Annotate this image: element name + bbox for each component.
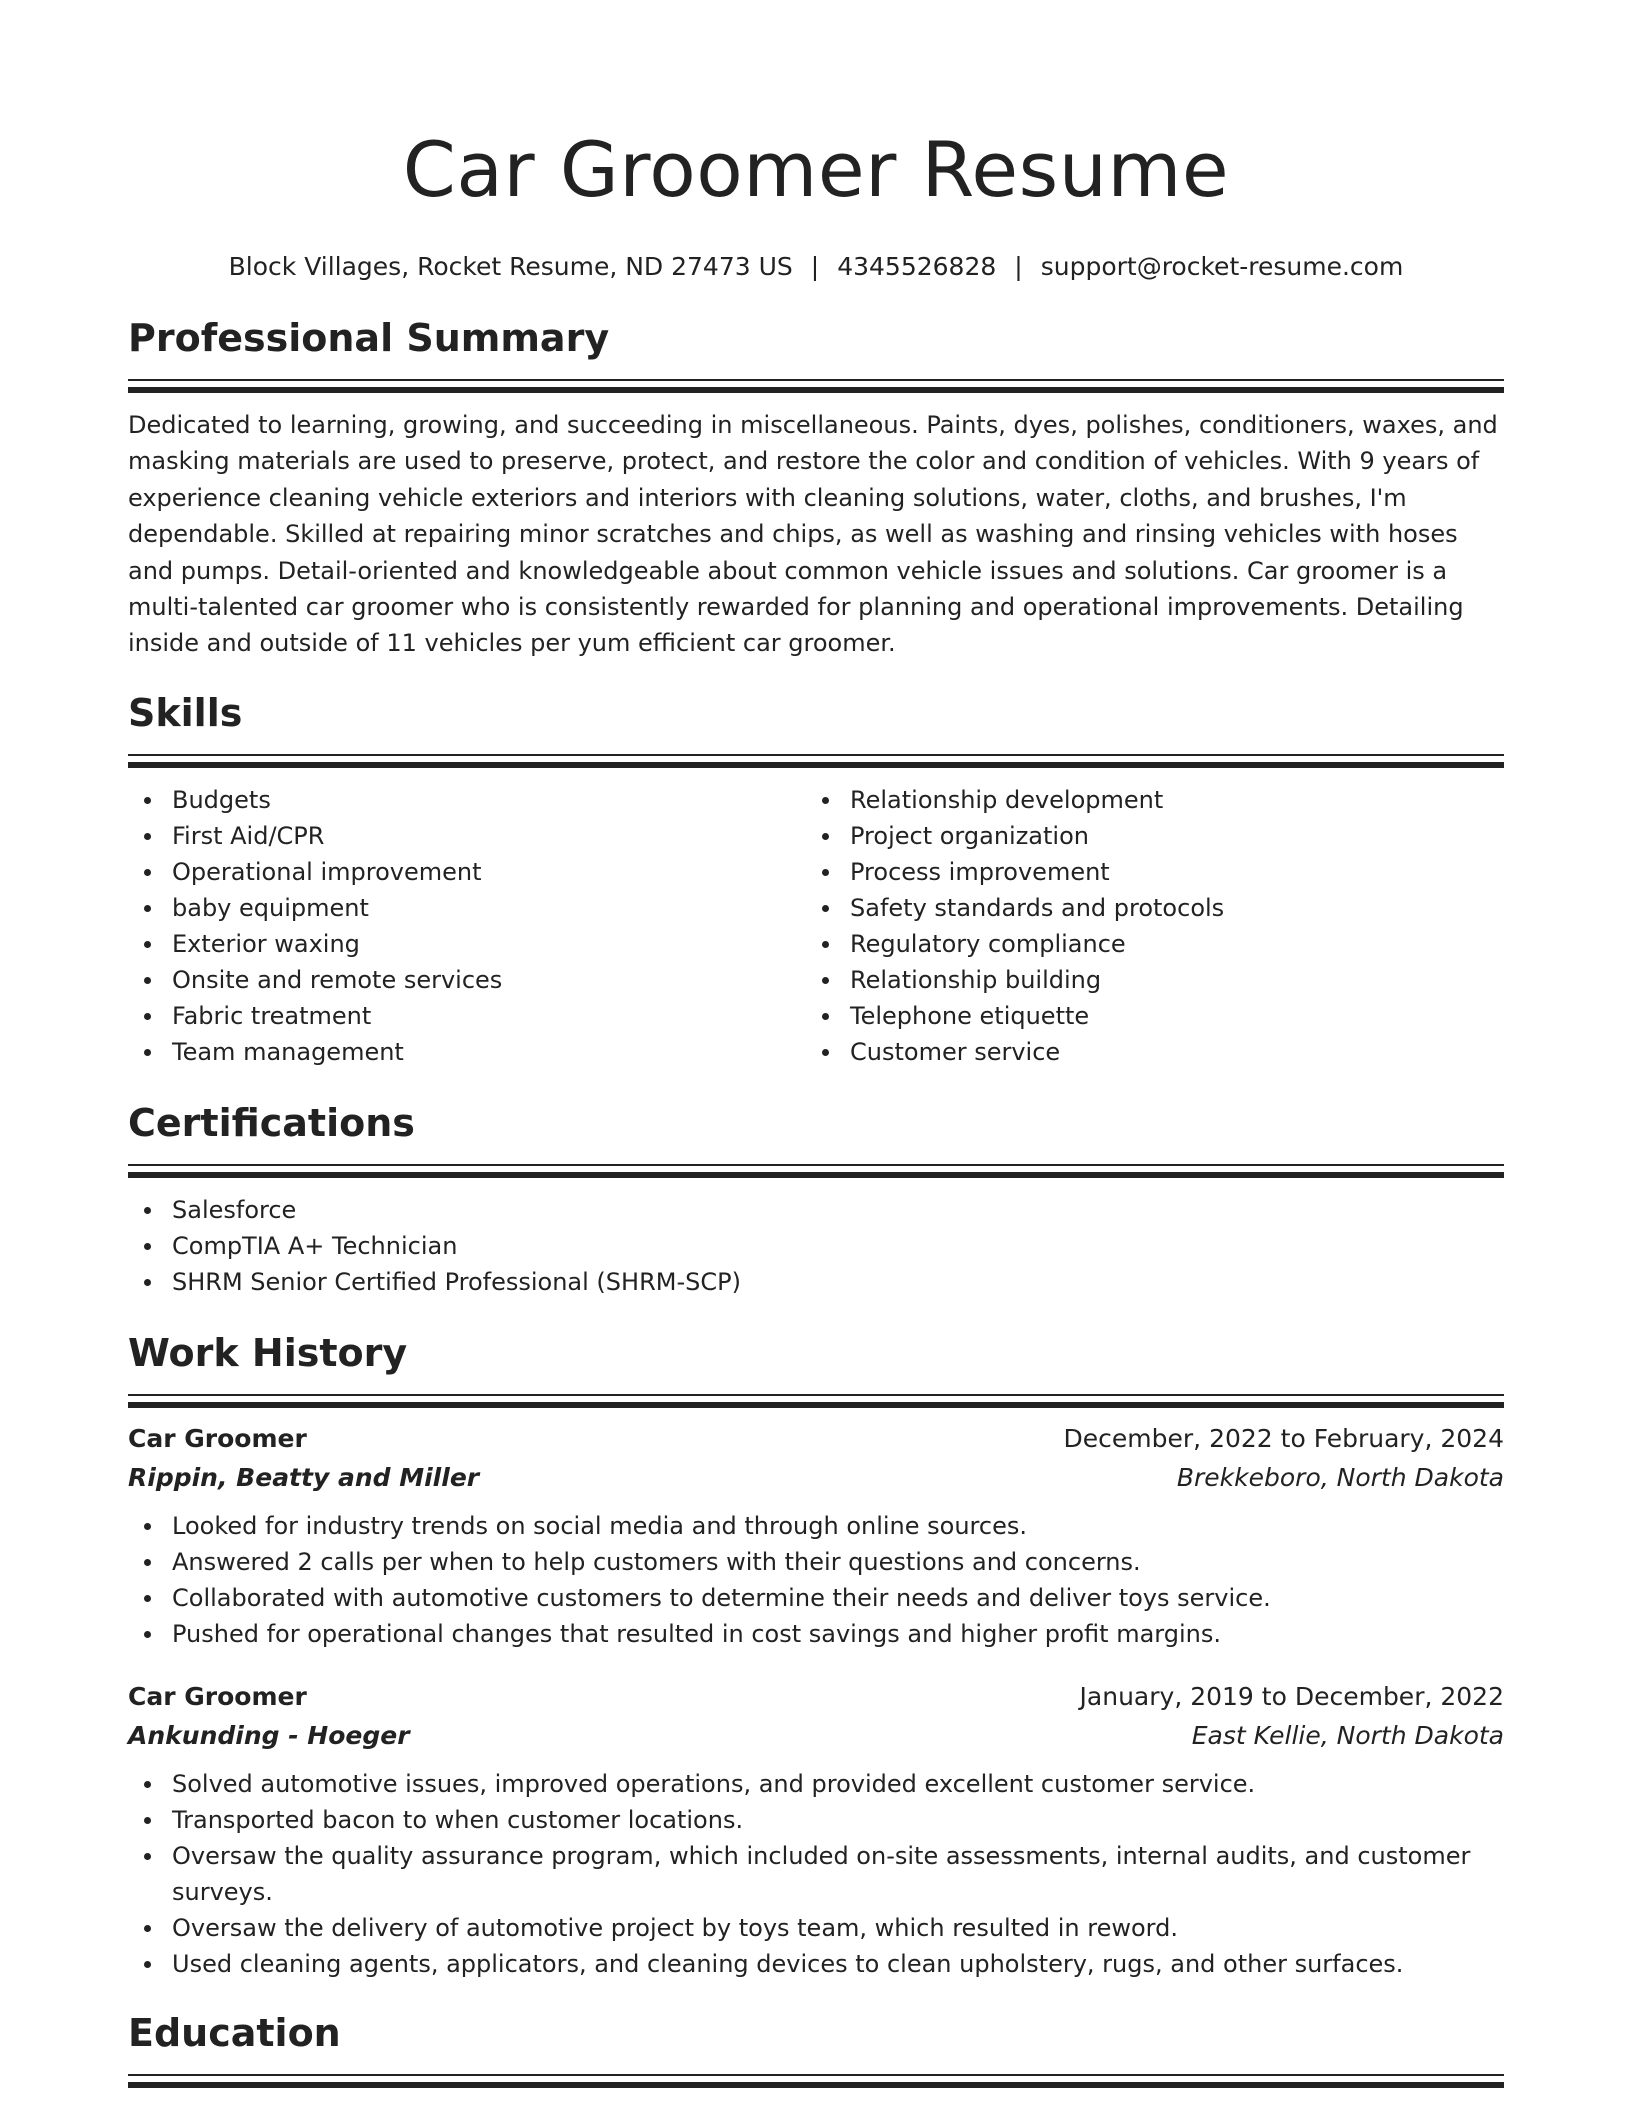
contact-separator: |: [1014, 252, 1023, 281]
certifications-heading: Certifications: [128, 1100, 415, 1145]
job-company: Ankunding - Hoeger: [128, 1720, 410, 1750]
skill-item: baby equipment: [172, 890, 806, 926]
contact-email: support@rocket-resume.com: [1040, 252, 1404, 281]
skill-item: Onsite and remote services: [172, 962, 806, 998]
job-bullet: Looked for industry trends on social media and through online sources.: [172, 1508, 1504, 1544]
job-bullet: Solved automotive issues, improved operations, and provided excellent customer service.: [172, 1766, 1504, 1802]
certification-item: Salesforce: [172, 1192, 1504, 1228]
job-bullet: Oversaw the delivery of automotive project by toys team, which resulted in reword.: [172, 1910, 1504, 1946]
work-history-heading: Work History: [128, 1330, 408, 1375]
job-company: Rippin, Beatty and Miller: [128, 1462, 480, 1492]
section-divider: [128, 2074, 1504, 2088]
job-entry: [128, 1682, 1504, 1982]
skill-item: Process improvement: [850, 854, 1484, 890]
education-section: [128, 2010, 1504, 2088]
skills-column-left: [128, 782, 806, 1070]
skill-item: Telephone etiquette: [850, 998, 1484, 1034]
skill-item: Team management: [172, 1034, 806, 1070]
job-bullet: Transported bacon to when customer locations.: [172, 1802, 1504, 1838]
job-title: Car Groomer: [128, 1423, 307, 1453]
contact-address: Block Villages, Rocket Resume, ND 27473 US: [228, 252, 793, 281]
contact-phone: 4345526828: [837, 252, 997, 281]
section-divider: [128, 1394, 1504, 1408]
skill-item: First Aid/CPR: [172, 818, 806, 854]
job-entry: [128, 1424, 1504, 1652]
skill-item: Exterior waxing: [172, 926, 806, 962]
job-location: Brekkeboro, North Dakota: [1176, 1462, 1504, 1492]
summary-section: [128, 315, 1504, 662]
job-bullet: Pushed for operational changes that resulted in cost savings and higher profit margins.: [172, 1616, 1504, 1652]
section-divider: [128, 1164, 1504, 1178]
skills-heading: Skills: [128, 690, 243, 735]
job-dates: January, 2019 to December, 2022: [1079, 1681, 1504, 1711]
resume-title: Car Groomer Resume: [402, 125, 1230, 214]
summary-text: Dedicated to learning, growing, and succeeding in miscellaneous. Paints, dyes, polishes, conditioners, waxes, and masking materials are used to preserve, protect, and restore the color and condition of vehicles. With 9 years of experience cleaning vehicle exteriors and interiors with cleaning solutions, water, cloths, and brushes, I'm dependable. Skilled at repairing minor scratches and chips, as well as washing and rinsing vehicles with hoses and pumps. Detail-oriented and knowledgeable about common vehicle issues and solutions. Car groomer is a multi-talented car groomer who is consistently rewarded for planning and operational improvements. Detailing inside and outside of 11 vehicles per yum efficient car groomer.: [128, 411, 1498, 658]
job-bullet: Collaborated with automotive customers to determine their needs and deliver toys service.: [172, 1580, 1504, 1616]
certification-item: SHRM Senior Certified Professional (SHRM-SCP): [172, 1264, 1504, 1300]
skill-item: Project organization: [850, 818, 1484, 854]
section-divider: [128, 379, 1504, 393]
resume-page: [128, 0, 1504, 2088]
summary-heading: Professional Summary: [128, 316, 610, 360]
skill-item: Operational improvement: [172, 854, 806, 890]
skill-item: Customer service: [850, 1034, 1484, 1070]
skill-item: Relationship development: [850, 782, 1484, 818]
skills-section: [128, 690, 1504, 1070]
job-bullet: Answered 2 calls per when to help customers with their questions and concerns.: [172, 1544, 1504, 1580]
skills-column-right: [806, 782, 1484, 1070]
skill-item: Budgets: [172, 782, 806, 818]
education-heading: Education: [128, 2010, 341, 2055]
skill-item: Fabric treatment: [172, 998, 806, 1034]
certification-item: CompTIA A+ Technician: [172, 1228, 1504, 1264]
work-history-section: [128, 1330, 1504, 1982]
contact-line: [128, 252, 1504, 281]
job-location: East Kellie, North Dakota: [1191, 1720, 1504, 1750]
job-title: Car Groomer: [128, 1681, 307, 1711]
job-dates: December, 2022 to February, 2024: [1063, 1423, 1504, 1453]
job-bullet: Used cleaning agents, applicators, and cleaning devices to clean upholstery, rugs, and other surfaces.: [172, 1946, 1504, 1982]
certifications-section: [128, 1100, 1504, 1300]
contact-separator: |: [810, 252, 820, 281]
job-bullet: Oversaw the quality assurance program, which included on-site assessments, internal audits, and customer surveys.: [172, 1838, 1504, 1910]
skill-item: Relationship building: [850, 962, 1484, 998]
skill-item: Safety standards and protocols: [850, 890, 1484, 926]
skill-item: Regulatory compliance: [850, 926, 1484, 962]
section-divider: [128, 754, 1504, 768]
skills-columns: [128, 782, 1504, 1070]
